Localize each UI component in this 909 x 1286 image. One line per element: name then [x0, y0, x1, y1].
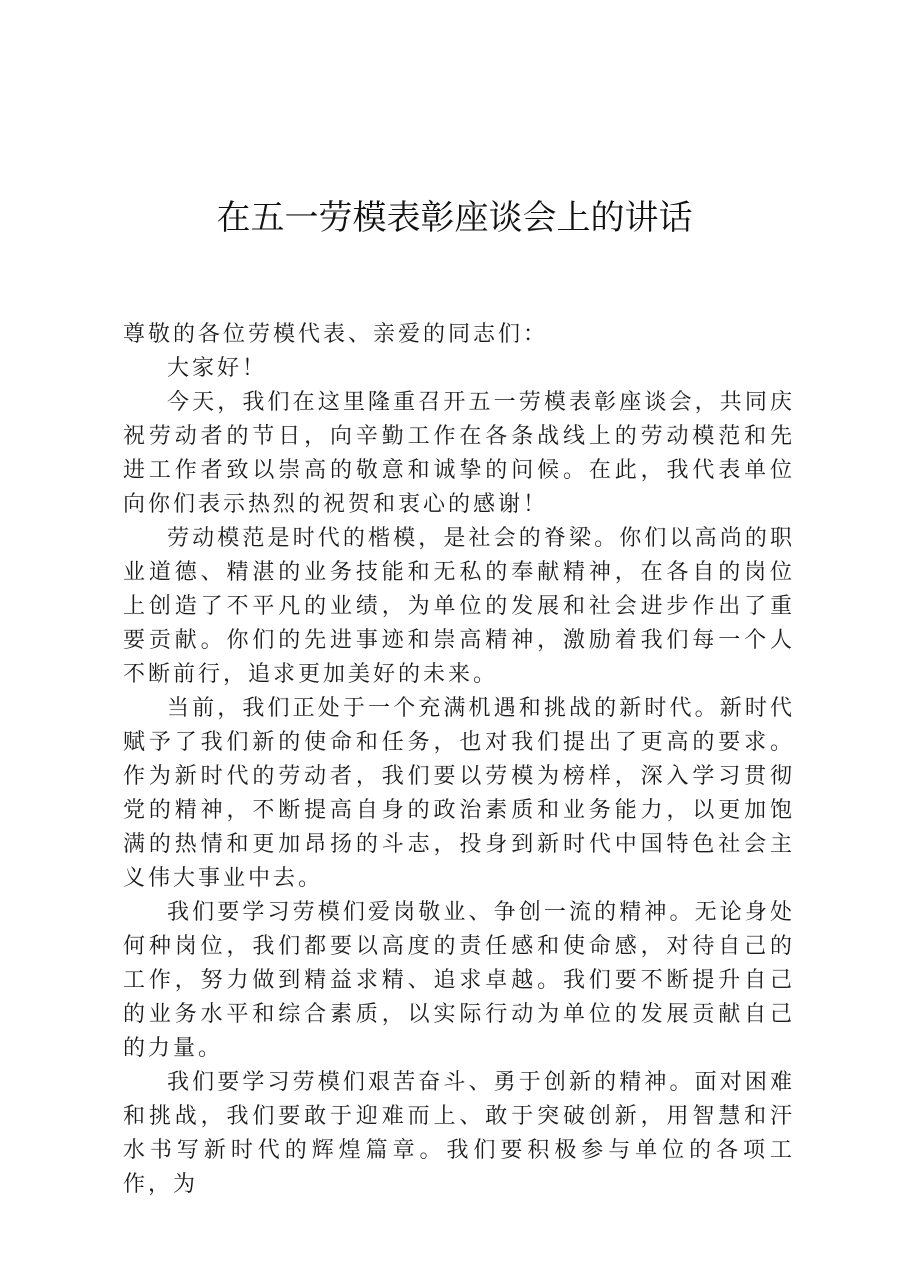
paragraph-opening: 今天，我们在这里隆重召开五一劳模表彰座谈会，共同庆祝劳动者的节日，向辛勤工作在各条战线上的劳动模范和先进工作者致以崇高的敬意和诚挚的问候。在此，我代表单位向你们表示热烈的祝贺和衷心的感谢！: [123, 390, 795, 517]
page-title: 在五一劳模表彰座谈会上的讲话: [216, 198, 693, 238]
speech-body: [123, 318, 795, 1202]
paragraph-model-workers: 劳动模范是时代的楷模，是社会的脊梁。你们以高尚的职业道德、精湛的业务技能和无私的奉献精神，在各自的岗位上创造了不平凡的业绩，为单位的发展和社会进步作出了重要贡献。你们的先进事迹和崇高精神，激励着我们每一个人不断前行，追求更加美好的未来。: [123, 526, 795, 687]
paragraph-innovation: 我们要学习劳模们艰苦奋斗、勇于创新的精神。面对困难和挑战，我们要敢于迎难而上、敢于突破创新，用智慧和汗水书写新时代的辉煌篇章。我们要积极参与单位的各项工作，为: [123, 1070, 795, 1197]
salutation: 尊敬的各位劳模代表、亲爱的同志们：: [123, 322, 549, 347]
paragraph-greeting: 大家好！: [167, 356, 268, 381]
paragraph-dedication: 我们要学习劳模们爱岗敬业、争创一流的精神。无论身处何种岗位，我们都要以高度的责任感和使命感，对待自己的工作，努力做到精益求精、追求卓越。我们要不断提升自己的业务水平和综合素质，以实际行动为单位的发展贡献自己的力量。: [123, 900, 795, 1061]
paragraph-new-era: 当前，我们正处于一个充满机遇和挑战的新时代。新时代赋予了我们新的使命和任务，也对我们提出了更高的要求。作为新时代的劳动者，我们要以劳模为榜样，深入学习贯彻党的精神，不断提高自身的政治素质和业务能力，以更加饱满的热情和更加昂扬的斗志，投身到新时代中国特色社会主义伟大事业中去。: [123, 696, 795, 891]
